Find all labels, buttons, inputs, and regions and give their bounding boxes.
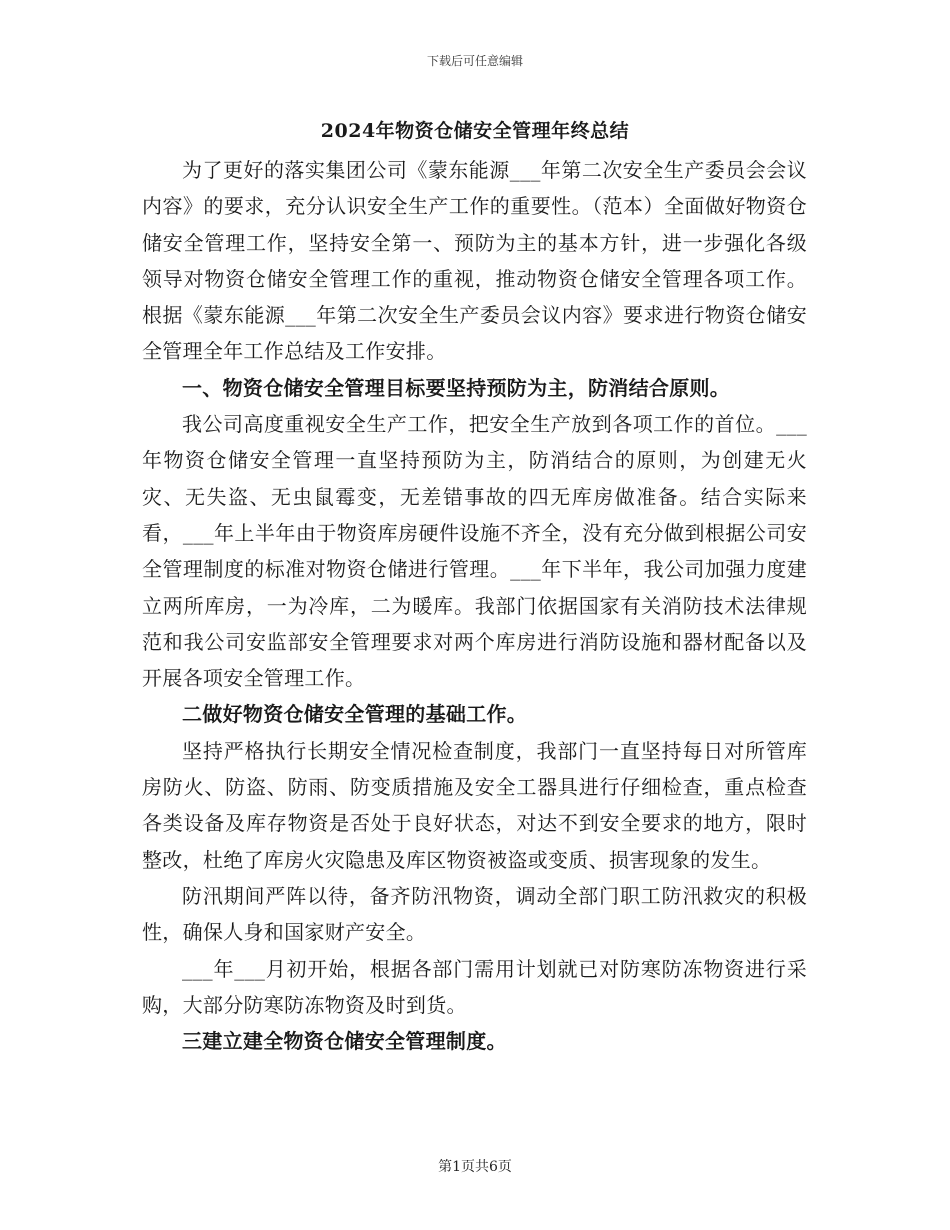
section-2-paragraph-2: 防汛期间严阵以待，备齐防汛物资，调动全部门职工防汛救灾的积极性，确保人身和国家财产安全。 <box>142 883 807 945</box>
page-number: 第1页共6页 <box>438 1159 512 1175</box>
section-1-heading: 一、物资仓储安全管理目标要坚持预防为主，防消结合原则。 <box>182 375 731 400</box>
download-note: 下载后可任意编辑 <box>426 54 523 68</box>
section-3-heading: 三建立建全物资仓储安全管理制度。 <box>182 1029 507 1054</box>
document-body <box>142 152 807 1059</box>
section-2-paragraph-3: ___年___月初开始，根据各部门需用计划就已对防寒防冻物资进行采购，大部分防寒防冻物资及时到货。 <box>142 956 807 1017</box>
section-2-heading: 二做好物资仓储安全管理的基础工作。 <box>182 702 528 727</box>
section-2-paragraph-1: 坚持严格执行长期安全情况检查制度，我部门一直坚持每日对所管库房防火、防盗、防雨、防变质措施及安全工器具进行仔细检查，重点检查各类设备及库存物资是否处于良好状态，对达不到安全要求的地方，限时整改，杜绝了库房火灾隐患及库区物资被盗或变质、损害现象的发生。 <box>142 738 807 872</box>
intro-paragraph: 为了更好的落实集团公司《蒙东能源___年第二次安全生产委员会会议内容》的要求，充分认识安全生产工作的重要性。（范本）全面做好物资仓储安全管理工作，坚持安全第一、预防为主的基本方针，进一步强化各级领导对物资仓储安全管理工作的重视，推动物资仓储安全管理各项工作。根据《蒙东能源___年第二次安全生产委员会议内容》要求进行物资仓储安全管理全年工作总结及工作安排。 <box>142 158 807 364</box>
document-title: 2024年物资仓储安全管理年终总结 <box>320 120 630 142</box>
section-1-paragraph: 我公司高度重视安全生产工作，把安全生产放到各项工作的首位。___年物资仓储安全管理一直坚持预防为主，防消结合的原则，为创建无火灾、无失盗、无虫鼠霉变，无差错事故的四无库房做准备。结合实际来看，___年上半年由于物资库房硬件设施不齐全，没有充分做到根据公司安全管理制度的标准对物资仓储进行管理。___年下半年，我公司加强力度建立两所库房，一为冷库，二为暖库。我部门依据国家有关消防技术法律规范和我公司安监部安全管理要求对两个库房进行消防设施和器材配备以及开展各项安全管理工作。 <box>142 412 807 691</box>
